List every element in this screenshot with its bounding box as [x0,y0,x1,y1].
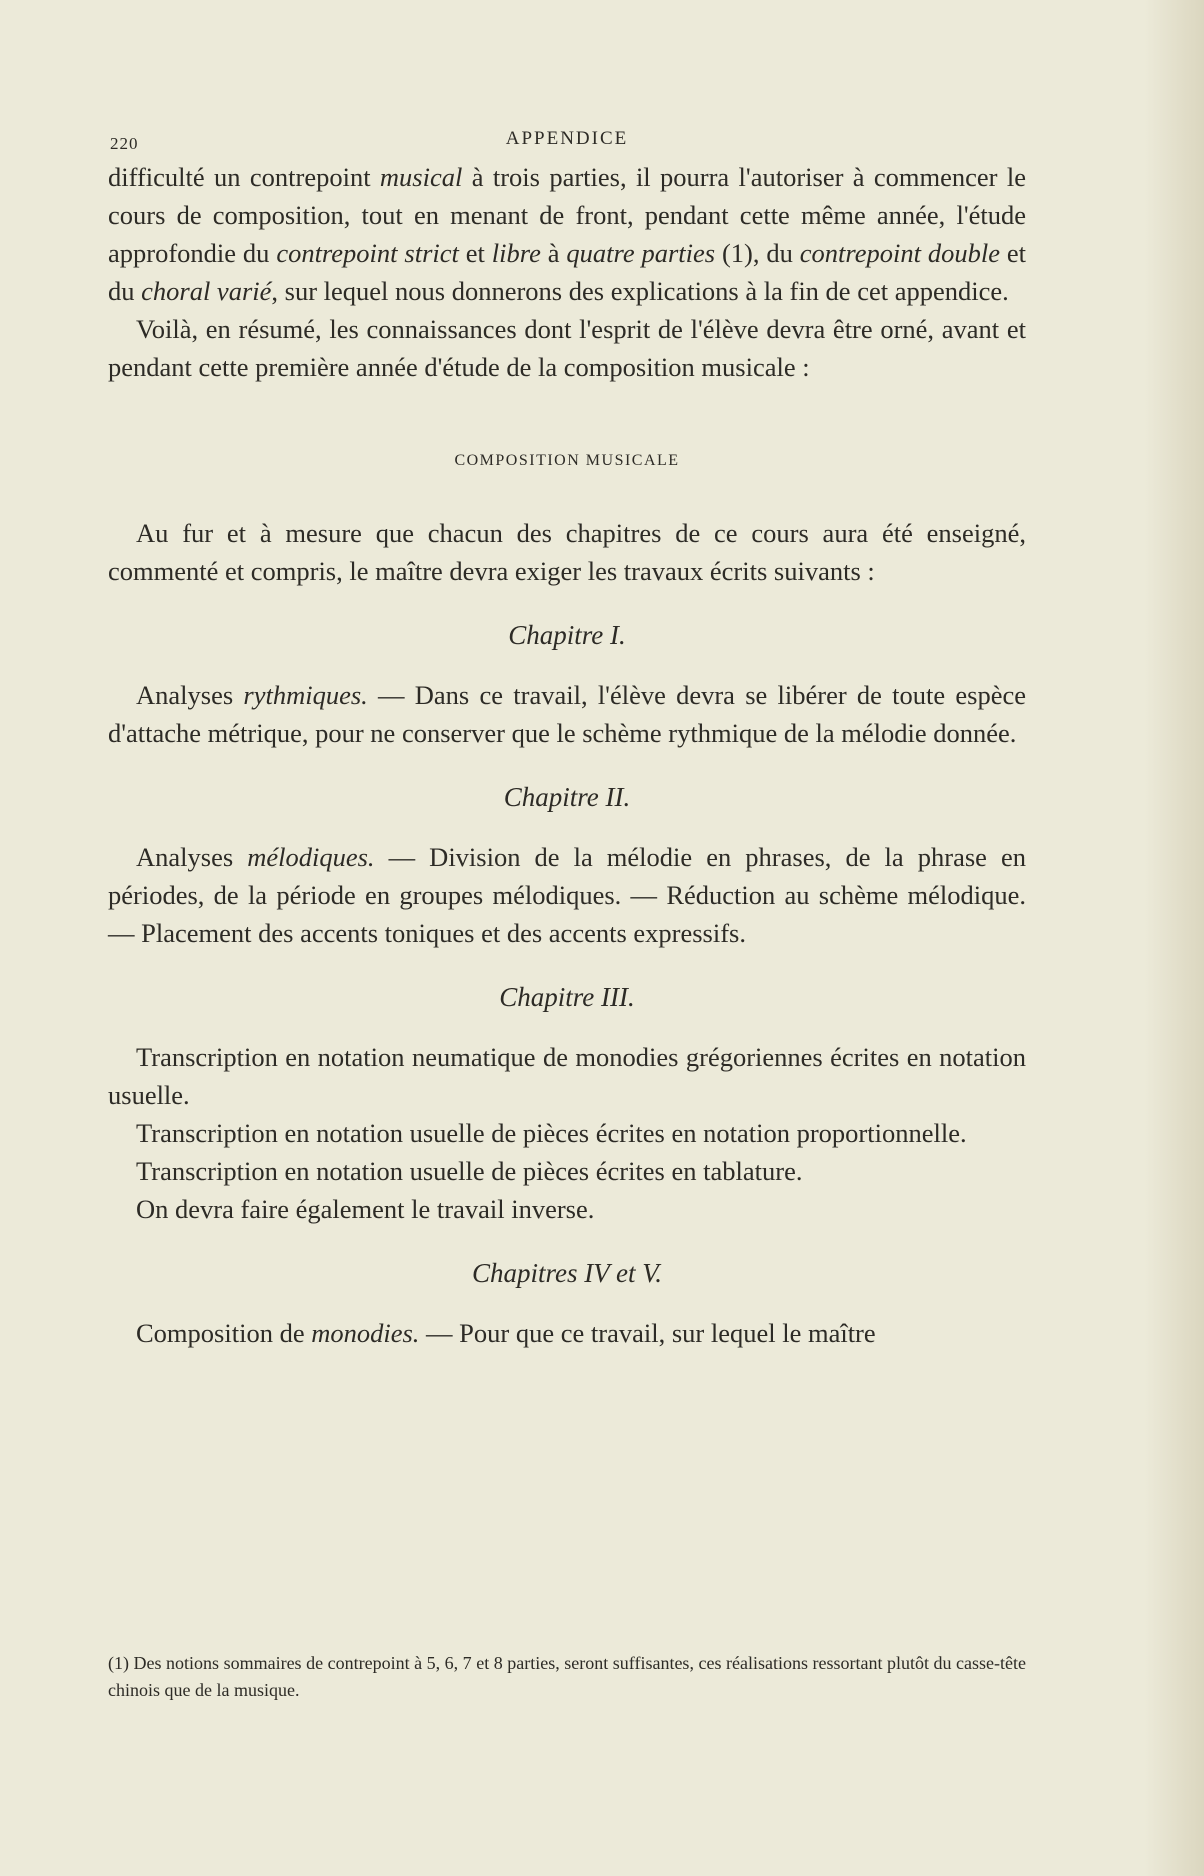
section-intro-paragraph: Au fur et à mesure que chacun des chapitres de ce cours aura été enseigné, commenté et compris, le maître devra exiger les travaux écrits suivants : [108,518,1026,586]
text-run: à [540,238,567,268]
text-run: Analyses [136,842,248,872]
italic-run: quatre parties [566,238,716,268]
text-run: à trois parties, il pourra l'autoriser à commencer le cours de composition, tout en menant de front, pendant cette même année, l'étude approfondie du [108,162,1026,268]
text-run: — Division de la mélodie en phrases, de la phrase en périodes, de la période en groupes mélodiques. — Réduction au schème mélodique. — Placement des accents toniques et des accents expressifs. [108,842,1026,948]
italic-run: choral varié [141,276,272,306]
page-number: 220 [110,134,139,153]
text-run: Composition de [136,1318,312,1348]
italic-run: contrepoint strict [276,238,459,268]
page-content [108,128,1026,1352]
section-heading: COMPOSITION MUSICALE [454,452,680,469]
italic-run: libre [491,238,541,268]
italic-run: mélodiques. [247,842,375,872]
text-run: et [458,238,492,268]
chapter-3-paragraph-2: Transcription en notation usuelle de pièces écrites en notation proportionnelle. [136,1118,967,1148]
chapter-2-paragraph [108,838,1026,952]
text-run: et du [108,238,1026,306]
text-run: , sur lequel nous donnerons des explications à la fin de cet appendice. [271,276,1009,306]
italic-run: musical [379,162,463,192]
chapter-4-5-paragraph [108,1314,1026,1352]
text-run: — Dans ce travail, l'élève devra se libérer de toute espèce d'attache métrique, pour ne conserver que le schème rythmique de la mélodie donnée. [108,680,1027,748]
chapter-3-paragraph-3: Transcription en notation usuelle de pièces écrites en tablature. [136,1156,803,1186]
chapter-1-title: Chapitre I. [508,620,626,650]
text-run: difficulté un contrepoint [108,162,380,192]
running-title: APPENDICE [505,128,629,149]
chapter-1-paragraph [108,676,1026,752]
italic-run: contrepoint double [799,238,1000,268]
chapter-4-5-title: Chapitres IV et V. [471,1258,662,1288]
chapter-3-paragraph-4: On devra faire également le travail inverse. [136,1194,595,1224]
chapter-2-title: Chapitre II. [503,782,631,812]
page-edge-shadow [1144,0,1204,1876]
running-head [108,128,1026,158]
footnote-reference: (1), du [715,238,800,268]
chapter-3-title: Chapitre III. [499,982,635,1012]
footnote: (1) Des notions sommaires de contrepoint à 5, 6, 7 et 8 parties, seront suffisantes, ces réalisations ressortant plutôt du casse-tête chinois que de la musique. [108,1653,1026,1700]
text-run: — Pour que ce travail, sur lequel le maître [419,1318,876,1348]
body-text [108,158,1026,1352]
italic-run: rythmiques. [243,680,368,710]
chapter-3-paragraph-1: Transcription en notation neumatique de monodies grégoriennes écrites en notation usuelle. [108,1042,1026,1110]
intro-paragraph-1 [108,158,1026,310]
intro-paragraph-2: Voilà, en résumé, les connaissances dont l'esprit de l'élève devra être orné, avant et pendant cette première année d'étude de la composition musicale : [108,314,1026,382]
text-run: Analyses [136,680,244,710]
italic-run: monodies. [311,1318,420,1348]
